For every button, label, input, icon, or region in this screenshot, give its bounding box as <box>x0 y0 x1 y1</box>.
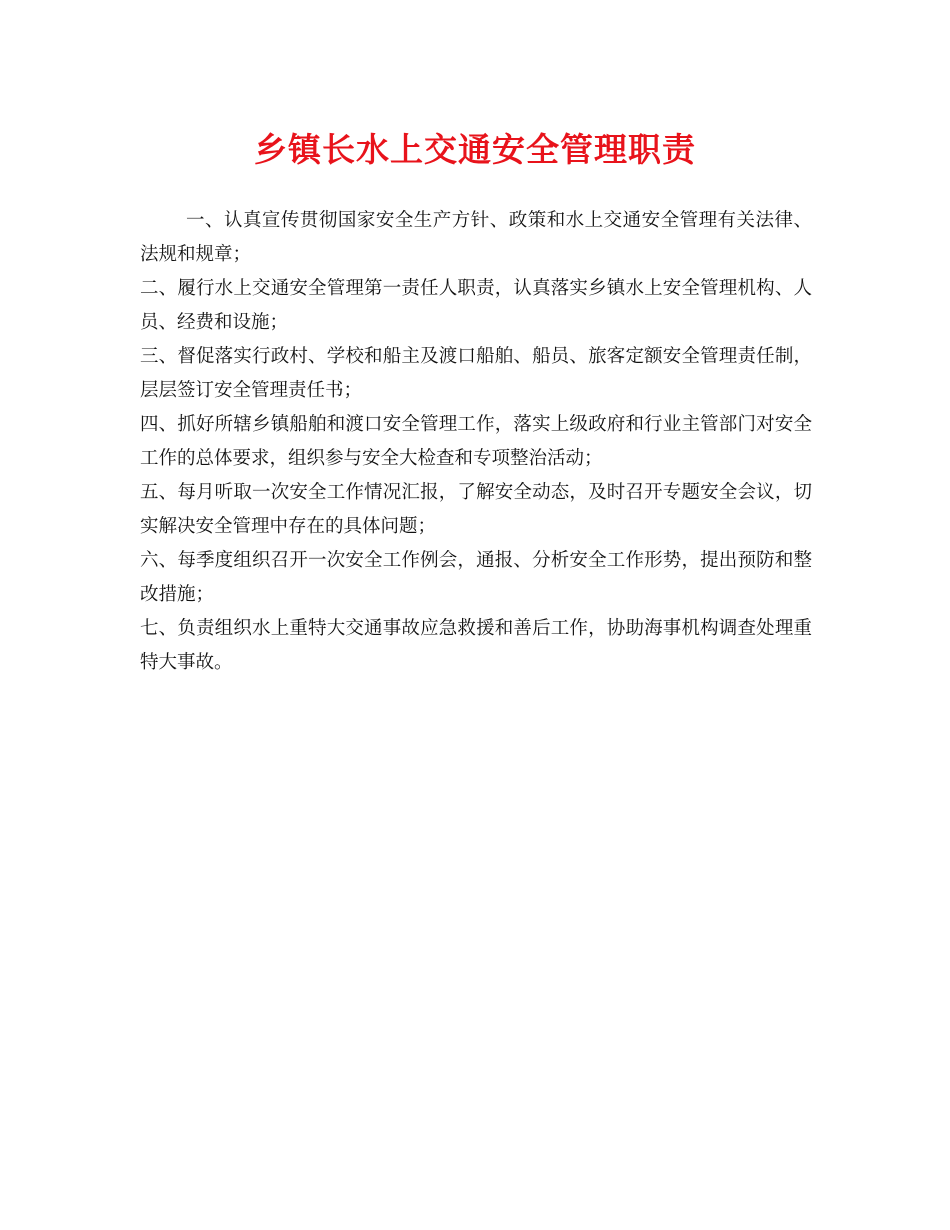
paragraph-3: 三、督促落实行政村、学校和船主及渡口船舶、船员、旅客定额安全管理责任制，层层签订安全管理责任书； <box>140 346 812 401</box>
document-title: 乡镇长水上交通安全管理职责 <box>254 130 696 169</box>
paragraph-5: 五、每月听取一次安全工作情况汇报，了解安全动态，及时召开专题安全会议，切实解决安全管理中存在的具体问题； <box>140 482 812 537</box>
paragraph-6: 六、每季度组织召开一次安全工作例会，通报、分析安全工作形势，提出预防和整改措施； <box>140 550 812 605</box>
paragraph-2: 二、履行水上交通安全管理第一责任人职责，认真落实乡镇水上安全管理机构、人员、经费和设施； <box>140 278 812 333</box>
paragraph-4: 四、抓好所辖乡镇船舶和渡口安全管理工作，落实上级政府和行业主管部门对安全工作的总体要求，组织参与安全大检查和专项整治活动； <box>140 414 812 469</box>
paragraph-1: 一、认真宣传贯彻国家安全生产方针、政策和水上交通安全管理有关法律、法规和规章； <box>140 210 812 265</box>
paragraph-7: 七、负责组织水上重特大交通事故应急救援和善后工作，协助海事机构调查处理重特大事故。 <box>140 618 812 673</box>
document-body <box>140 204 812 680</box>
